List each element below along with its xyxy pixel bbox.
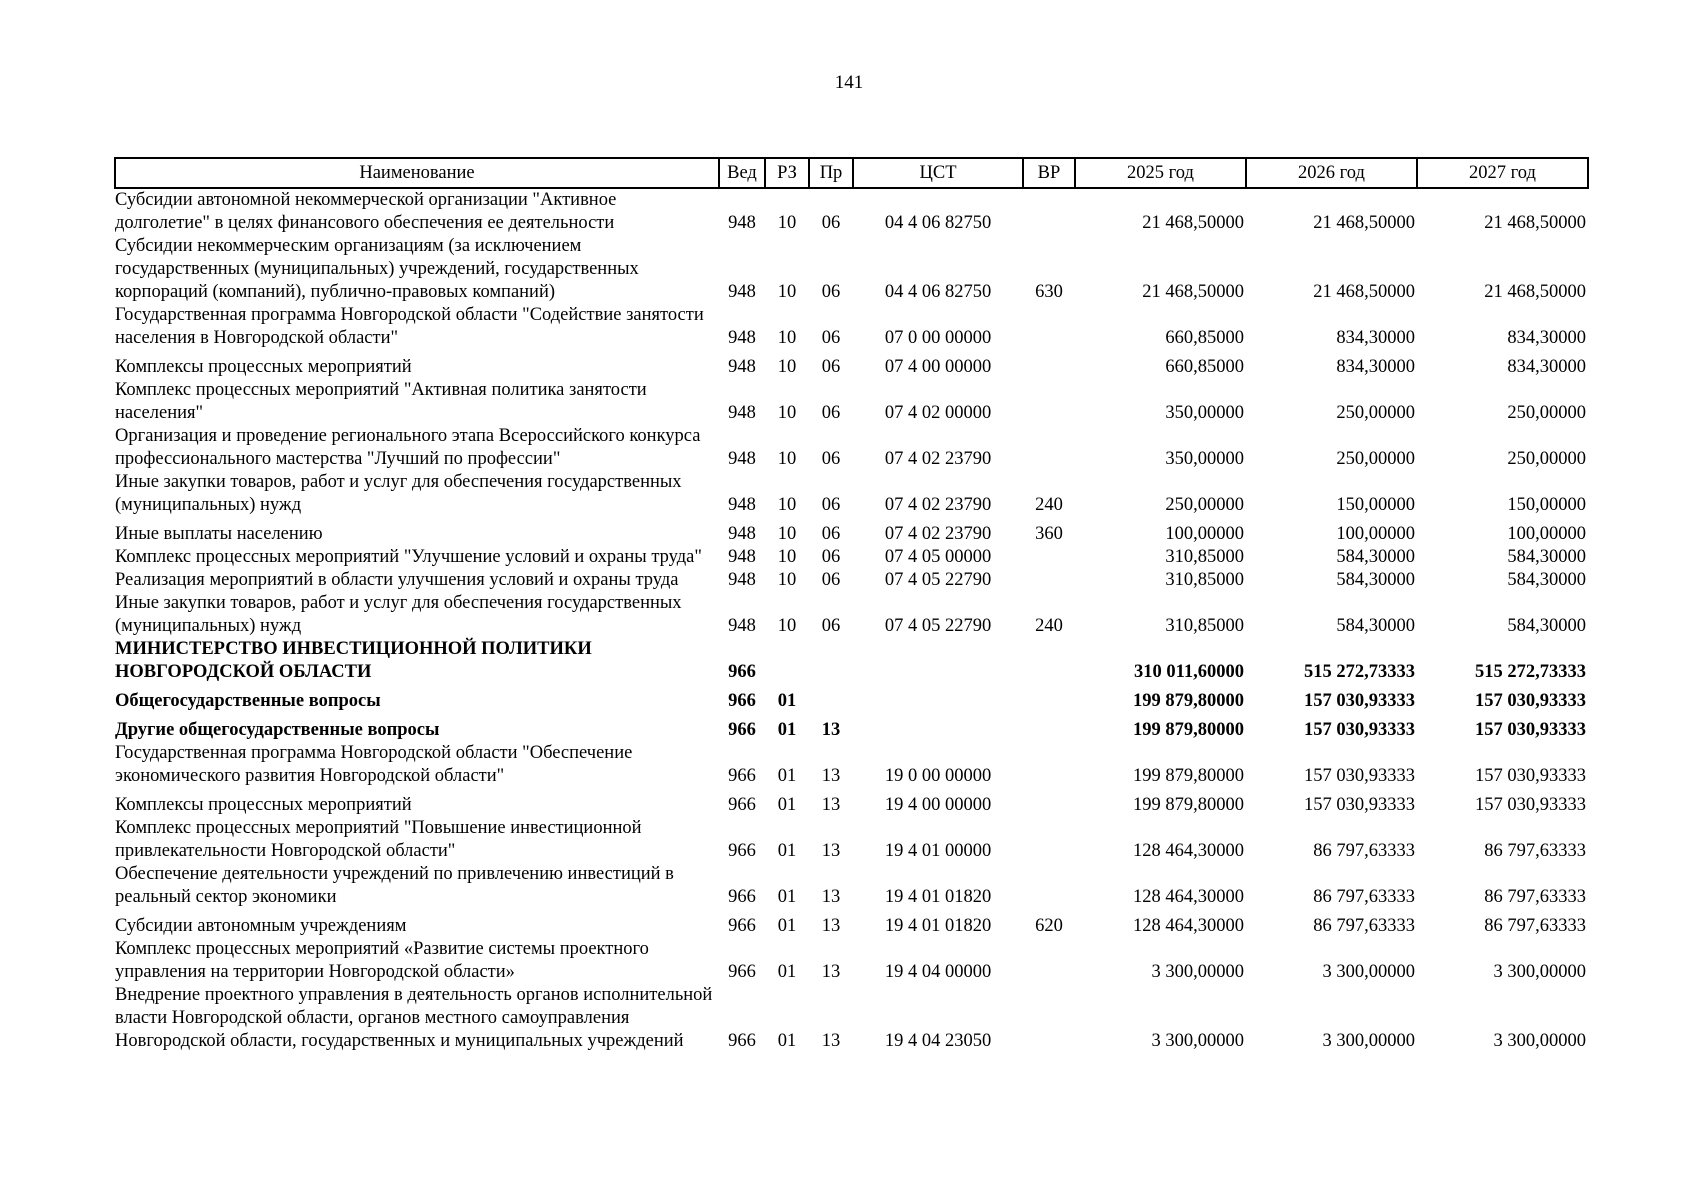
cell-vr: [1023, 788, 1075, 817]
cell-y2026: 584,30000: [1336, 570, 1415, 590]
cell-rz: [765, 638, 809, 684]
cell-ved: 966: [728, 887, 756, 907]
cell-name: Комплекс процессных мероприятий "Повышение инвестиционной привлекательности Новгородской области": [115, 818, 642, 861]
cell-y2027: 584,30000: [1507, 616, 1586, 636]
cell-pr: 13: [821, 1031, 841, 1051]
cell-y2025: 3 300,00000: [1151, 962, 1244, 982]
cell-y2027: 250,00000: [1507, 403, 1586, 423]
cell-name: Комплекс процессных мероприятий "Улучшение условий и охраны труда": [115, 547, 702, 567]
header-2027: 2027 год: [1417, 158, 1588, 188]
cell-name: Внедрение проектного управления в деятельность органов исполнительной власти Новгородской области, органов местного самоуправления Новгородской области, государственных и муниципальных учреждений: [115, 985, 713, 1051]
cell-ved: 948: [728, 547, 756, 567]
cell-y2025: 350,00000: [1165, 449, 1244, 469]
cell-cst: 07 4 05 22790: [884, 570, 992, 590]
cell-y2025: 199 879,80000: [1133, 795, 1244, 815]
cell-vr: [1023, 742, 1075, 788]
cell-cst: 07 4 02 23790: [884, 524, 992, 544]
header-ved: Вед: [719, 158, 765, 188]
cell-pr: 13: [821, 887, 841, 907]
cell-y2027: 515 272,73333: [1475, 662, 1586, 682]
cell-vr: [1023, 304, 1075, 350]
cell-y2027: 584,30000: [1507, 570, 1586, 590]
cell-y2026: 515 272,73333: [1304, 662, 1415, 682]
cell-pr: 06: [821, 357, 841, 377]
cell-y2025: 128 464,30000: [1133, 841, 1244, 861]
cell-rz: 01: [777, 1031, 797, 1051]
cell-y2025: 310 011,60000: [1134, 662, 1244, 682]
table-row: [115, 425, 1588, 471]
cell-pr: 06: [821, 524, 841, 544]
cell-y2026: 150,00000: [1336, 495, 1415, 515]
cell-name: Иные закупки товаров, работ и услуг для обеспечения государственных (муниципальных) нужд: [115, 593, 682, 636]
cell-vr: 240: [1035, 616, 1063, 636]
header-rz: РЗ: [765, 158, 809, 188]
cell-vr: [1023, 684, 1075, 713]
cell-pr: 06: [821, 213, 841, 233]
cell-y2025: 350,00000: [1165, 403, 1244, 423]
cell-rz: 01: [777, 795, 797, 815]
table-row: [115, 742, 1588, 788]
cell-y2027: 21 468,50000: [1484, 213, 1586, 233]
cell-y2025: 3 300,00000: [1151, 1031, 1244, 1051]
table-header-row: [115, 158, 1588, 188]
cell-y2025: 199 879,80000: [1133, 720, 1244, 740]
cell-cst: [853, 713, 1023, 742]
cell-y2026: 584,30000: [1336, 616, 1415, 636]
cell-cst: 07 4 02 23790: [884, 449, 992, 469]
cell-y2026: 584,30000: [1336, 547, 1415, 567]
table-row: [115, 350, 1588, 379]
cell-vr: [1023, 569, 1075, 592]
cell-ved: 948: [728, 403, 756, 423]
cell-rz: 01: [777, 887, 797, 907]
cell-y2025: 21 468,50000: [1142, 282, 1244, 302]
cell-y2025: 660,85000: [1165, 357, 1244, 377]
cell-cst: 07 4 02 00000: [884, 403, 992, 423]
cell-pr: 06: [821, 547, 841, 567]
table-row: [115, 817, 1588, 863]
cell-y2025: 100,00000: [1165, 524, 1244, 544]
cell-ved: 948: [728, 282, 756, 302]
cell-ved: 948: [728, 328, 756, 348]
header-2025: 2025 год: [1075, 158, 1246, 188]
header-pr: Пр: [809, 158, 853, 188]
cell-y2027: 834,30000: [1507, 357, 1586, 377]
cell-name: Субсидии автономной некоммерческой организации "Активное долголетие" в целях финансового обеспечения ее деятельности: [115, 190, 617, 233]
cell-vr: [1023, 638, 1075, 684]
table-row: [115, 909, 1588, 938]
cell-vr: 360: [1035, 524, 1063, 544]
cell-cst: 19 4 00 00000: [884, 795, 992, 815]
cell-pr: [809, 638, 853, 684]
cell-y2026: 21 468,50000: [1313, 213, 1415, 233]
cell-y2026: 250,00000: [1336, 449, 1415, 469]
cell-y2026: 157 030,93333: [1304, 720, 1415, 740]
cell-y2027: 157 030,93333: [1475, 720, 1586, 740]
header-2026: 2026 год: [1246, 158, 1417, 188]
cell-rz: 10: [777, 403, 797, 423]
page-number: 141: [834, 72, 864, 93]
header-name: Наименование: [115, 158, 719, 188]
cell-y2025: 199 879,80000: [1133, 691, 1244, 711]
cell-name: Субсидии автономным учреждениям: [115, 916, 407, 936]
cell-rz: 10: [777, 328, 797, 348]
cell-pr: 06: [821, 570, 841, 590]
cell-rz: 10: [777, 570, 797, 590]
table-row: [115, 517, 1588, 546]
table-row: [115, 788, 1588, 817]
cell-y2025: 21 468,50000: [1142, 213, 1244, 233]
cell-ved: 948: [728, 357, 756, 377]
cell-vr: [1023, 863, 1075, 909]
cell-name: Организация и проведение регионального этапа Всероссийского конкурса профессионального мастерства "Лучший по профессии": [115, 426, 701, 469]
table-row: [115, 592, 1588, 638]
cell-y2027: 86 797,63333: [1484, 887, 1586, 907]
table-row: [115, 984, 1588, 1053]
cell-y2026: 3 300,00000: [1322, 1031, 1415, 1051]
table-row: [115, 304, 1588, 350]
cell-y2026: 250,00000: [1336, 403, 1415, 423]
cell-y2027: 157 030,93333: [1475, 766, 1586, 786]
table-row: [115, 638, 1588, 684]
cell-ved: 966: [728, 1031, 756, 1051]
table-row: [115, 684, 1588, 713]
cell-ved: 948: [728, 449, 756, 469]
cell-y2025: 250,00000: [1165, 495, 1244, 515]
table-row: [115, 379, 1588, 425]
cell-pr: 06: [821, 282, 841, 302]
cell-pr: 06: [821, 328, 841, 348]
cell-name: Обеспечение деятельности учреждений по привлечению инвестиций в реальный сектор экономики: [115, 864, 674, 907]
cell-ved: 948: [728, 213, 756, 233]
cell-ved: 966: [728, 720, 756, 740]
table-row: [115, 863, 1588, 909]
cell-pr: 06: [821, 449, 841, 469]
cell-ved: 966: [728, 662, 756, 682]
cell-rz: 10: [777, 213, 797, 233]
cell-vr: [1023, 350, 1075, 379]
cell-vr: 240: [1035, 495, 1063, 515]
cell-vr: [1023, 817, 1075, 863]
cell-rz: 10: [777, 547, 797, 567]
cell-name: Реализация мероприятий в области улучшения условий и охраны труда: [115, 570, 679, 590]
header-cst: ЦСТ: [853, 158, 1023, 188]
cell-ved: 948: [728, 570, 756, 590]
cell-cst: 19 4 01 01820: [884, 887, 992, 907]
cell-y2026: 3 300,00000: [1322, 962, 1415, 982]
cell-rz: 01: [777, 766, 797, 786]
cell-y2026: 86 797,63333: [1313, 841, 1415, 861]
cell-rz: 01: [777, 720, 797, 740]
cell-rz: 10: [777, 524, 797, 544]
cell-vr: 620: [1035, 916, 1063, 936]
cell-y2027: 3 300,00000: [1493, 1031, 1586, 1051]
cell-y2025: 310,85000: [1165, 570, 1244, 590]
cell-vr: [1023, 713, 1075, 742]
cell-rz: 10: [777, 495, 797, 515]
cell-ved: 966: [728, 916, 756, 936]
cell-y2027: 157 030,93333: [1475, 691, 1586, 711]
cell-pr: 13: [821, 795, 841, 815]
cell-vr: [1023, 984, 1075, 1053]
cell-y2026: 834,30000: [1336, 357, 1415, 377]
cell-cst: 04 4 06 82750: [884, 213, 992, 233]
cell-rz: 01: [777, 841, 797, 861]
cell-pr: 06: [821, 403, 841, 423]
cell-cst: 07 4 02 23790: [884, 495, 992, 515]
cell-y2027: 21 468,50000: [1484, 282, 1586, 302]
cell-cst: 19 4 04 00000: [884, 962, 992, 982]
table-row: [115, 713, 1588, 742]
table-row: [115, 546, 1588, 569]
cell-ved: 966: [728, 795, 756, 815]
cell-vr: [1023, 188, 1075, 235]
cell-y2026: 157 030,93333: [1304, 795, 1415, 815]
cell-pr: 06: [821, 616, 841, 636]
cell-cst: 07 4 00 00000: [884, 357, 992, 377]
cell-cst: 19 4 04 23050: [884, 1031, 992, 1051]
table-row: [115, 471, 1588, 517]
cell-cst: 07 4 05 22790: [884, 616, 992, 636]
cell-name: Комплекс процессных мероприятий «Развитие системы проектного управления на территории Новгородской области»: [115, 939, 649, 982]
cell-cst: [853, 638, 1023, 684]
cell-cst: 07 0 00 00000: [884, 328, 992, 348]
cell-y2027: 834,30000: [1507, 328, 1586, 348]
cell-name: Комплексы процессных мероприятий: [115, 357, 412, 377]
cell-y2025: 660,85000: [1165, 328, 1244, 348]
cell-vr: 630: [1035, 282, 1063, 302]
cell-y2026: 157 030,93333: [1304, 691, 1415, 711]
cell-pr: 13: [821, 766, 841, 786]
cell-name: Иные выплаты населению: [115, 524, 323, 544]
cell-name: Государственная программа Новгородской области "Содействие занятости населения в Новгородской области": [115, 305, 704, 348]
cell-rz: 10: [777, 449, 797, 469]
cell-cst: 04 4 06 82750: [884, 282, 992, 302]
cell-pr: 13: [821, 720, 841, 740]
cell-y2027: 157 030,93333: [1475, 795, 1586, 815]
cell-rz: 01: [777, 962, 797, 982]
cell-rz: 10: [777, 616, 797, 636]
cell-y2026: 21 468,50000: [1313, 282, 1415, 302]
cell-ved: 966: [728, 962, 756, 982]
cell-name: Другие общегосударственные вопросы: [115, 720, 440, 740]
cell-ved: 966: [728, 766, 756, 786]
cell-pr: [809, 684, 853, 713]
cell-cst: [853, 684, 1023, 713]
cell-rz: 10: [777, 282, 797, 302]
cell-y2025: 310,85000: [1165, 547, 1244, 567]
cell-ved: 948: [728, 495, 756, 515]
cell-rz: 01: [777, 916, 797, 936]
budget-table: [114, 157, 1589, 1053]
cell-cst: 07 4 05 00000: [884, 547, 992, 567]
cell-name: Общегосударственные вопросы: [115, 691, 381, 711]
cell-pr: 06: [821, 495, 841, 515]
cell-ved: 966: [728, 841, 756, 861]
cell-name: Иные закупки товаров, работ и услуг для обеспечения государственных (муниципальных) нужд: [115, 472, 682, 515]
cell-y2025: 128 464,30000: [1133, 916, 1244, 936]
cell-name: Комплекс процессных мероприятий "Активная политика занятости населения": [115, 380, 647, 423]
cell-pr: 13: [821, 962, 841, 982]
cell-pr: 13: [821, 916, 841, 936]
cell-ved: 966: [728, 691, 756, 711]
cell-vr: [1023, 938, 1075, 984]
cell-ved: 948: [728, 524, 756, 544]
cell-y2027: 150,00000: [1507, 495, 1586, 515]
cell-pr: 13: [821, 841, 841, 861]
cell-y2026: 834,30000: [1336, 328, 1415, 348]
cell-name: Государственная программа Новгородской области "Обеспечение экономического развития Новгородской области": [115, 743, 633, 786]
table-row: [115, 569, 1588, 592]
cell-vr: [1023, 546, 1075, 569]
cell-rz: 01: [777, 691, 797, 711]
table-row: [115, 938, 1588, 984]
header-vr: ВР: [1023, 158, 1075, 188]
cell-y2026: 86 797,63333: [1313, 887, 1415, 907]
cell-cst: 19 0 00 00000: [884, 766, 992, 786]
cell-y2027: 100,00000: [1507, 524, 1586, 544]
cell-vr: [1023, 379, 1075, 425]
cell-y2027: 86 797,63333: [1484, 916, 1586, 936]
cell-y2026: 100,00000: [1336, 524, 1415, 544]
cell-rz: 10: [777, 357, 797, 377]
cell-ved: 948: [728, 616, 756, 636]
cell-y2027: 3 300,00000: [1493, 962, 1586, 982]
cell-cst: 19 4 01 01820: [884, 916, 992, 936]
cell-name: Комплексы процессных мероприятий: [115, 795, 412, 815]
cell-y2025: 128 464,30000: [1133, 887, 1244, 907]
cell-y2025: 199 879,80000: [1133, 766, 1244, 786]
cell-y2027: 250,00000: [1507, 449, 1586, 469]
table-row: [115, 235, 1588, 304]
table-row: [115, 188, 1588, 235]
cell-y2025: 310,85000: [1165, 616, 1244, 636]
cell-y2027: 86 797,63333: [1484, 841, 1586, 861]
cell-y2026: 86 797,63333: [1313, 916, 1415, 936]
cell-name: МИНИСТЕРСТВО ИНВЕСТИЦИОННОЙ ПОЛИТИКИ НОВГОРОДСКОЙ ОБЛАСТИ: [115, 639, 592, 682]
cell-name: Субсидии некоммерческим организациям (за исключением государственных (муниципальных) учреждений, государственных корпораций (компаний), публично-правовых компаний): [115, 236, 639, 302]
cell-cst: 19 4 01 00000: [884, 841, 992, 861]
cell-vr: [1023, 425, 1075, 471]
cell-y2026: 157 030,93333: [1304, 766, 1415, 786]
cell-y2027: 584,30000: [1507, 547, 1586, 567]
